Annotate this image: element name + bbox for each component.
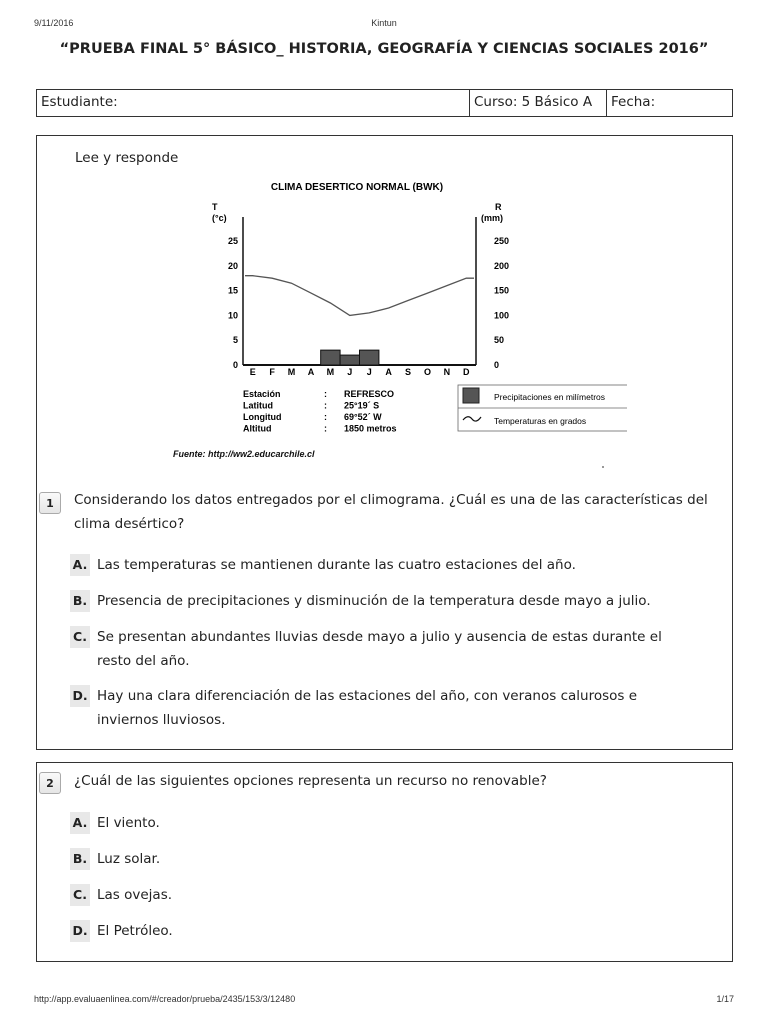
- station-info: [243, 389, 397, 434]
- print-footer: [34, 994, 734, 1008]
- question-1-intro: Lee y responde: [75, 150, 179, 166]
- option-text: Luz solar.: [97, 851, 161, 867]
- right-axis-letter: R: [495, 202, 502, 212]
- page-number: 1/17: [716, 994, 734, 1004]
- station-row-value: 25°19´ S: [344, 400, 380, 411]
- month-label: F: [269, 367, 275, 377]
- option-letter: B.: [70, 848, 90, 870]
- option-letter: D.: [70, 920, 90, 942]
- station-row-label: Estación: [243, 389, 281, 399]
- print-header: [34, 18, 734, 32]
- precipitation-bar: [321, 350, 340, 365]
- station-row-label: Latitud: [243, 400, 273, 411]
- question-1-box: [36, 135, 733, 750]
- question-2-option-b[interactable]: [70, 847, 700, 871]
- print-date: 9/11/2016: [34, 18, 74, 28]
- question-2-option-d[interactable]: [70, 919, 700, 943]
- precipitation-bar: [360, 350, 379, 365]
- question-1-option-b[interactable]: [70, 589, 700, 613]
- station-row-value: REFRESCO: [344, 389, 395, 399]
- print-url: http://app.evaluaenlinea.com/#/creador/prueba/2435/153/3/12480: [34, 994, 296, 1004]
- question-2-option-a[interactable]: [70, 811, 700, 835]
- climograph-figure: [167, 179, 627, 469]
- chart-title: CLIMA DESERTICO NORMAL (BWK): [270, 182, 444, 193]
- option-letter: B.: [70, 590, 90, 612]
- exam-title: “PRUEBA FINAL 5° BÁSICO_ HISTORIA, GEOGRAFÍA Y CIENCIAS SOCIALES 2016”: [59, 41, 709, 57]
- question-2-option-c[interactable]: [70, 883, 700, 907]
- left-tick-label: 20: [227, 260, 238, 271]
- question-2-text: ¿Cuál de las siguientes opciones representa un recurso no renovable?: [74, 773, 547, 789]
- question-2-number: 2: [39, 772, 61, 794]
- month-label: J: [366, 367, 372, 377]
- right-tick-label: 200: [494, 260, 510, 271]
- month-label: M: [287, 367, 296, 377]
- option-text: Se presentan abundantes lluvias desde mayo a julio y ausencia de estas durante el resto del año.: [97, 629, 662, 669]
- month-label: A: [307, 367, 315, 377]
- option-letter: A.: [70, 554, 90, 576]
- question-1-number: 1: [39, 492, 61, 514]
- left-tick-label: 25: [227, 236, 238, 246]
- right-tick-label: 150: [494, 285, 510, 296]
- legend-bar-label: Precipitaciones en milímetros: [494, 392, 606, 402]
- legend-line-label: Temperaturas en grados: [494, 416, 587, 426]
- left-tick-label: 0: [232, 360, 238, 370]
- month-label: A: [385, 367, 392, 377]
- precipitation-bars: [321, 350, 379, 365]
- left-axis-unit: (°c): [212, 213, 227, 223]
- student-info-table: [36, 89, 733, 117]
- station-row-sep: :: [324, 423, 327, 434]
- month-label: O: [423, 367, 431, 377]
- right-tick-label: 100: [494, 310, 510, 321]
- option-text: Presencia de precipitaciones y disminución de la temperatura desde mayo a julio.: [97, 593, 651, 609]
- climograph-chart: [167, 179, 627, 449]
- right-tick-label: 250: [494, 236, 510, 246]
- station-row-sep: :: [324, 412, 327, 422]
- option-letter: D.: [70, 685, 90, 707]
- figure-source: Fuente: http://ww2.educarchile.cl: [173, 449, 315, 459]
- print-site-name: Kintun: [371, 18, 397, 28]
- left-tick-label: 10: [227, 310, 238, 321]
- month-label: N: [443, 367, 451, 377]
- station-row-value: 69°52´ W: [344, 412, 382, 422]
- question-2-box: [36, 762, 733, 962]
- stray-dot: [602, 466, 604, 468]
- left-axis-ticks: [228, 236, 238, 370]
- option-letter: C.: [70, 884, 90, 906]
- left-tick-label: 15: [227, 285, 238, 296]
- option-letter: C.: [70, 626, 90, 648]
- course-field: Curso: 5 Básico A: [470, 90, 607, 116]
- month-label: S: [405, 367, 412, 377]
- month-labels: [250, 367, 470, 377]
- option-text: El viento.: [97, 815, 160, 831]
- month-label: J: [347, 367, 353, 377]
- station-row-value: 1850 metros: [344, 423, 397, 434]
- month-label: D: [463, 367, 470, 377]
- question-1-option-a[interactable]: [70, 553, 700, 577]
- student-field[interactable]: Estudiante:: [37, 90, 470, 116]
- option-letter: A.: [70, 812, 90, 834]
- question-1-option-c[interactable]: [70, 625, 700, 673]
- option-text: Las temperaturas se mantienen durante las cuatro estaciones del año.: [97, 557, 576, 573]
- right-axis-unit: (mm): [481, 213, 503, 223]
- right-axis-ticks: [494, 236, 509, 370]
- station-row-label: Longitud: [243, 412, 282, 422]
- option-text: El Petróleo.: [97, 923, 173, 939]
- station-row-sep: :: [324, 400, 327, 411]
- date-field[interactable]: Fecha:: [611, 94, 656, 110]
- station-row-sep: :: [324, 389, 327, 399]
- option-text: Hay una clara diferenciación de las estaciones del año, con veranos calurosos e inviernos lluviosos.: [97, 688, 638, 728]
- legend: [458, 385, 627, 431]
- question-1-option-d[interactable]: [70, 684, 700, 732]
- temperature-line: [245, 276, 474, 316]
- question-1-text: Considerando los datos entregados por el climograma. ¿Cuál es una de las características del clima desértico?: [74, 492, 708, 532]
- right-tick-label: 0: [494, 360, 500, 370]
- left-axis-letter: T: [212, 202, 218, 212]
- precipitation-bar: [340, 355, 359, 365]
- right-tick-label: 50: [494, 335, 505, 346]
- legend-bar-swatch: [463, 388, 479, 403]
- left-tick-label: 5: [232, 335, 238, 346]
- month-label: M: [326, 367, 335, 377]
- option-text: Las ovejas.: [97, 887, 173, 903]
- station-row-label: Altitud: [243, 423, 272, 434]
- month-label: E: [249, 367, 256, 377]
